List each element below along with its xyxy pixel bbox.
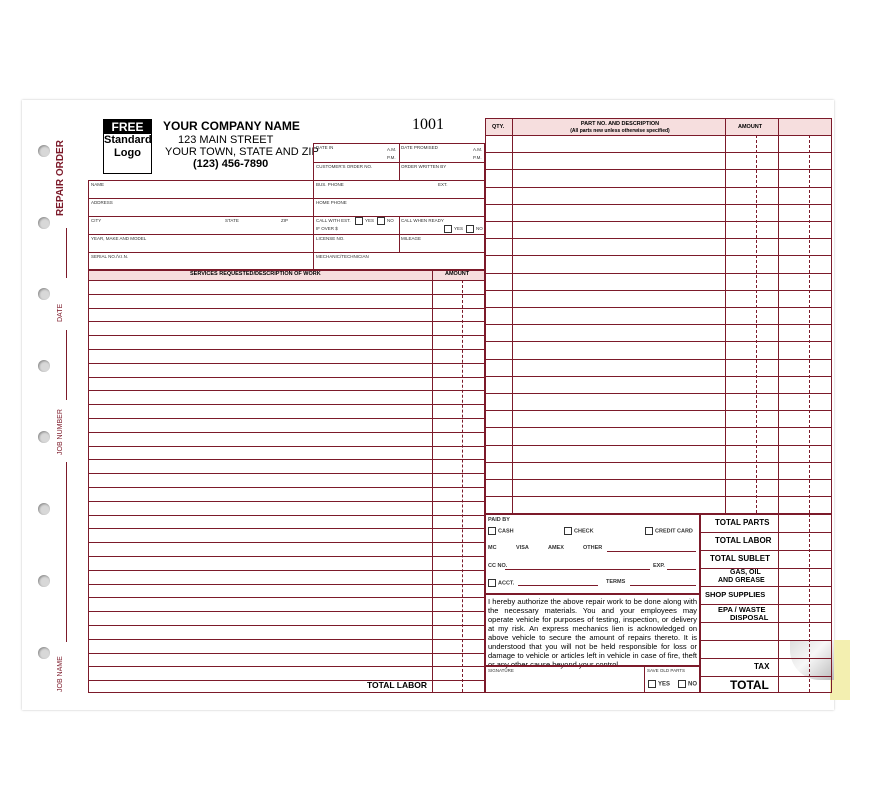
exp-label: EXP. xyxy=(653,563,665,569)
services-table xyxy=(88,270,485,693)
parts-desc-header: PART NO. AND DESCRIPTION xyxy=(580,121,660,127)
parts-row-line xyxy=(485,307,832,308)
state-label: STATE xyxy=(225,218,239,223)
service-row-line xyxy=(88,501,485,502)
parts-row-line xyxy=(485,273,832,274)
service-row-line xyxy=(88,432,485,433)
service-row-line xyxy=(88,390,485,391)
service-row-line xyxy=(88,280,485,281)
parts-row-line xyxy=(485,204,832,205)
service-row-line xyxy=(88,404,485,405)
parts-row-line xyxy=(485,255,832,256)
address-label: ADDRESS xyxy=(91,200,113,205)
punch-hole xyxy=(38,503,50,515)
total-parts-label: TOTAL PARTS xyxy=(715,518,770,527)
gas-oil-label: GAS, OIL xyxy=(730,569,761,576)
service-row-line xyxy=(88,528,485,529)
service-row-line xyxy=(88,597,485,598)
parts-table xyxy=(485,118,832,514)
parts-row-line xyxy=(485,393,832,394)
call-when-ready-label: CALL WHEN READY xyxy=(401,218,444,223)
visa-label: VISA xyxy=(516,545,529,551)
service-row-line xyxy=(88,294,485,295)
customers-order-label: CUSTOMER'S ORDER NO. xyxy=(316,164,373,169)
parts-row-line xyxy=(485,462,832,463)
zip-label: ZIP xyxy=(281,218,289,223)
side-job-name-label: JOB NAME xyxy=(57,656,64,692)
service-row-line xyxy=(88,308,485,309)
service-row-line xyxy=(88,473,485,474)
parts-row-line xyxy=(485,479,832,480)
services-amount-header: AMOUNT xyxy=(445,271,470,277)
acct-label: ACCT. xyxy=(498,580,515,587)
parts-row-line xyxy=(485,496,832,497)
order-written-by-label: ORDER WRITTEN BY xyxy=(401,164,447,169)
credit-card-checkbox[interactable] xyxy=(645,527,653,535)
credit-card-label: CREDIT CARD xyxy=(655,528,693,535)
service-row-line xyxy=(88,377,485,378)
services-total-labor: TOTAL LABOR xyxy=(367,680,427,690)
no-label: NO xyxy=(387,218,394,224)
yes-label: YES xyxy=(454,226,464,232)
disposal-label: DISPOSAL xyxy=(730,613,769,622)
parts-row-line xyxy=(485,427,832,428)
cc-no-label: CC NO. xyxy=(488,563,508,569)
service-row-line xyxy=(88,321,485,322)
punch-hole xyxy=(38,360,50,372)
service-row-line xyxy=(88,625,485,626)
date-in-label: DATE IN xyxy=(316,145,334,150)
check-label: CHECK xyxy=(574,528,594,535)
ext-label: EXT. xyxy=(438,182,448,187)
side-date-label: DATE xyxy=(57,303,64,322)
name-label: NAME xyxy=(91,182,105,187)
service-row-line xyxy=(88,515,485,516)
yes-label: YES xyxy=(658,681,671,688)
acct-checkbox[interactable] xyxy=(488,579,496,587)
year-make-model-label: YEAR, MAKE AND MODEL xyxy=(91,236,147,241)
other-label: OTHER xyxy=(583,545,603,551)
service-row-line xyxy=(88,487,485,488)
no-label: NO xyxy=(688,681,697,688)
parts-row-line xyxy=(485,221,832,222)
parts-row-line xyxy=(485,410,832,411)
service-row-line xyxy=(88,611,485,612)
service-row-line xyxy=(88,335,485,336)
if-over-label: IF OVER $ xyxy=(316,226,338,231)
service-row-line xyxy=(88,542,485,543)
am-label: A.M. xyxy=(387,147,397,152)
est-no-checkbox[interactable] xyxy=(377,217,385,225)
logo-standard: Standard xyxy=(104,134,152,146)
city-label: CITY xyxy=(91,218,102,223)
service-row-line xyxy=(88,349,485,350)
shop-supplies-label: SHOP SUPPLIES xyxy=(705,590,766,599)
parts-row-line xyxy=(485,324,832,325)
service-row-line xyxy=(88,584,485,585)
company-phone: (123) 456-7890 xyxy=(193,158,269,170)
parts-row-line xyxy=(485,135,832,136)
parts-row-line xyxy=(485,290,832,291)
cash-checkbox[interactable] xyxy=(488,527,496,535)
parts-amount-header: AMOUNT xyxy=(738,124,763,130)
punch-hole xyxy=(38,217,50,229)
est-yes-checkbox[interactable] xyxy=(355,217,363,225)
logo-logo: Logo xyxy=(114,147,141,159)
punch-hole xyxy=(38,575,50,587)
call-with-est-label: CALL WITH EST. xyxy=(316,218,351,223)
epa-waste-label: EPA / WASTE xyxy=(718,605,766,614)
side-title: REPAIR ORDER xyxy=(55,140,66,216)
ready-no-checkbox[interactable] xyxy=(466,225,474,233)
date-promised-label: DATE PROMISED xyxy=(401,145,438,150)
company-name: YOUR COMPANY NAME xyxy=(163,119,300,133)
parts-desc-subheader: (All parts new unless otherwise specified) xyxy=(570,128,670,134)
authorization-box xyxy=(485,594,700,666)
mileage-label: MILEAGE xyxy=(401,236,422,241)
logo xyxy=(103,119,152,174)
no-label: NO xyxy=(476,226,483,232)
parts-qty-header: QTY. xyxy=(492,124,505,130)
total-labor-label: TOTAL LABOR xyxy=(715,536,772,545)
punch-hole xyxy=(38,288,50,300)
ready-yes-checkbox[interactable] xyxy=(444,225,452,233)
license-label: LICENSE NO. xyxy=(316,236,345,241)
punch-hole xyxy=(38,647,50,659)
service-row-line xyxy=(88,363,485,364)
serial-vin-label: SERIAL NO./V.I.N. xyxy=(91,254,129,259)
payment-box xyxy=(485,514,700,594)
amex-label: AMEX xyxy=(548,545,564,551)
parts-row-line xyxy=(485,359,832,360)
signature-label: SIGNATURE xyxy=(488,668,514,673)
total-sublet-label: TOTAL SUBLET xyxy=(710,554,770,563)
parts-row-line xyxy=(485,445,832,446)
parts-row-line xyxy=(485,187,832,188)
service-row-line xyxy=(88,570,485,571)
service-row-line xyxy=(88,639,485,640)
cash-label: CASH xyxy=(498,528,514,535)
mechanic-label: MECHANIC/TECHNICIAN xyxy=(316,254,369,259)
pm-label: P.M. xyxy=(387,155,396,160)
check-checkbox[interactable] xyxy=(564,527,572,535)
company-city: YOUR TOWN, STATE AND ZIP xyxy=(165,146,319,158)
paid-by-label: PAID BY xyxy=(488,517,510,523)
company-street: 123 MAIN STREET xyxy=(178,134,274,146)
service-row-line xyxy=(88,653,485,654)
service-row-line xyxy=(88,459,485,460)
punch-hole xyxy=(38,145,50,157)
logo-free: FREE xyxy=(104,120,151,134)
customer-info-box xyxy=(88,180,485,270)
parts-row-line xyxy=(485,341,832,342)
parts-row-line xyxy=(485,152,832,153)
save-yes-checkbox[interactable] xyxy=(648,680,656,688)
total-label: TOTAL xyxy=(730,678,769,692)
pm-label: P.M. xyxy=(473,155,482,160)
bus-phone-label: BUS. PHONE xyxy=(316,182,344,187)
service-row-line xyxy=(88,418,485,419)
service-row-line xyxy=(88,666,485,667)
form-number: 1001 xyxy=(412,116,444,133)
service-row-line xyxy=(88,556,485,557)
service-row-line xyxy=(88,446,485,447)
services-header: SERVICES REQUESTED/DESCRIPTION OF WORK xyxy=(190,271,321,277)
am-label: A.M. xyxy=(473,147,483,152)
mc-label: MC xyxy=(488,545,497,551)
punch-hole xyxy=(38,431,50,443)
side-job-number-label: JOB NUMBER xyxy=(57,409,64,455)
authorization-text: I hereby authorize the above repair work to be done along with the necessary materials. You and your employees may operate vehicle for purposes of testing, inspection, or delivery at my risk. An express mechanics lien is acknowledged on above vehicle to secure the amount of repairs thereto. It is understood that you will not be held responsible for loss or damage to vehicle or articles left in vehicle in case of fire, theft or any other cause beyond your control. xyxy=(488,597,697,669)
parts-row-line xyxy=(485,169,832,170)
yes-label: YES xyxy=(365,218,375,224)
save-no-checkbox[interactable] xyxy=(678,680,686,688)
tax-label: TAX xyxy=(754,662,770,671)
grease-label: AND GREASE xyxy=(718,577,765,584)
parts-row-line xyxy=(485,376,832,377)
parts-row-line xyxy=(485,238,832,239)
save-old-parts-label: SAVE OLD PARTS xyxy=(647,668,686,673)
terms-label: TERMS xyxy=(606,579,626,585)
home-phone-label: HOME PHONE xyxy=(316,200,347,205)
